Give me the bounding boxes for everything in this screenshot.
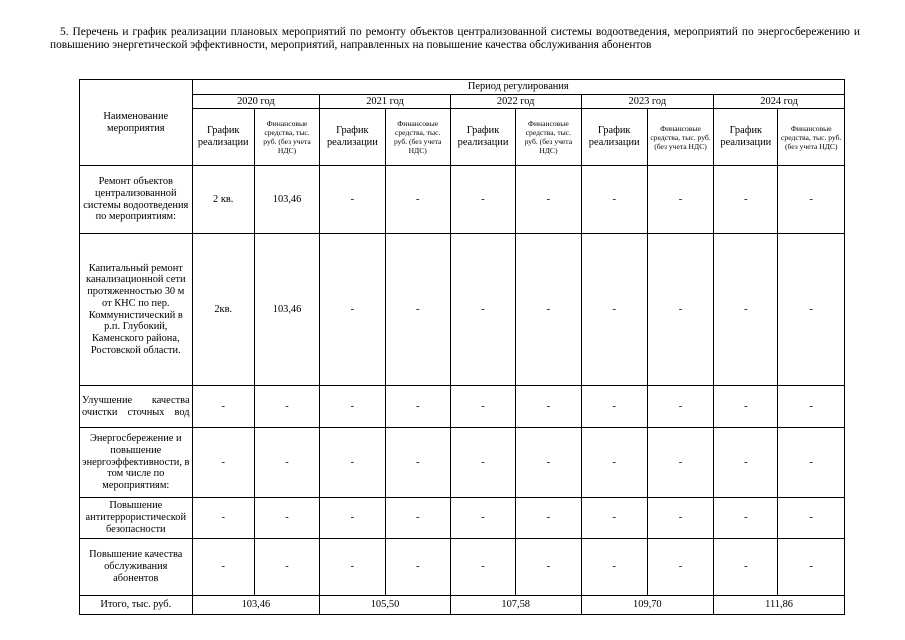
table-cell: -: [647, 386, 713, 428]
table-cell: -: [385, 386, 450, 428]
table-cell: -: [647, 166, 713, 234]
table-cell: -: [516, 166, 581, 234]
column-header-name: Наименование мероприятия: [80, 80, 193, 166]
finance-header: Финансовые средства, тыс. руб. (без учета НДС): [254, 109, 319, 166]
table-cell: 103,46: [254, 234, 319, 386]
section-heading-text: 5. Перечень и график реализации плановых мероприятий по ремонту объектов централизованной системы водоотведения, мероприятий по энергосбережению и повышению энергетической эффективности, мероприятий, направленных на повышение качества обслуживания абонентов: [50, 26, 860, 51]
table-cell: -: [714, 539, 778, 596]
table-cell: -: [254, 498, 319, 539]
finance-header: Финансовые средства, тыс. руб. (без учета НДС): [516, 109, 581, 166]
table-cell: -: [647, 498, 713, 539]
table-cell: -: [778, 498, 845, 539]
table-cell: -: [385, 428, 450, 498]
schedule-header: График реализации: [320, 109, 385, 166]
year-header: 2021 год: [320, 95, 451, 109]
table-cell: -: [714, 498, 778, 539]
table-cell: -: [450, 498, 515, 539]
table-cell: -: [320, 428, 385, 498]
table-cell: -: [581, 166, 647, 234]
table-cell: -: [778, 539, 845, 596]
finance-header: Финансовые средства, тыс. руб. (без учета НДС): [647, 109, 713, 166]
row-name: Ремонт объектов централизованной системы водоотведения по мероприятиям:: [80, 166, 193, 234]
table-cell: 2 кв.: [192, 166, 254, 234]
table-row: [80, 428, 845, 498]
table-cell: -: [450, 386, 515, 428]
table-row: [80, 498, 845, 539]
table-header-row-years: [80, 95, 845, 109]
row-name: Капитальный ремонт канализационной сети протяженностью 30 м от КНС по пер. Коммунистический в р.п. Глубокий, Каменского района, Ростовской области.: [80, 234, 193, 386]
table-cell: -: [647, 234, 713, 386]
table-cell: -: [581, 386, 647, 428]
schedule-header: График реализации: [581, 109, 647, 166]
table-cell: -: [581, 428, 647, 498]
total-value: 109,70: [581, 596, 714, 615]
total-value: 111,86: [714, 596, 845, 615]
total-value: 105,50: [320, 596, 451, 615]
table-cell: -: [647, 428, 713, 498]
table-cell: -: [714, 234, 778, 386]
table-header-row-period: [80, 80, 845, 95]
table-cell: -: [714, 386, 778, 428]
finance-header: Финансовые средства, тыс. руб. (без учета НДС): [778, 109, 845, 166]
year-header: 2022 год: [450, 95, 581, 109]
table-cell: 103,46: [254, 166, 319, 234]
table-cell: -: [192, 428, 254, 498]
schedule-header: График реализации: [450, 109, 515, 166]
table-row: [80, 234, 845, 386]
table-row: [80, 166, 845, 234]
table-cell: -: [450, 234, 515, 386]
total-row: [80, 596, 845, 615]
table-cell: 2кв.: [192, 234, 254, 386]
table-cell: -: [516, 428, 581, 498]
year-header: 2023 год: [581, 95, 714, 109]
table-cell: -: [385, 166, 450, 234]
schedule-header: График реализации: [192, 109, 254, 166]
table-cell: -: [714, 428, 778, 498]
table-cell: -: [320, 166, 385, 234]
column-header-period: Период регулирования: [192, 80, 844, 95]
finance-header: Финансовые средства, тыс. руб. (без учета НДС): [385, 109, 450, 166]
row-name: Улучшение качества очистки сточных вод: [80, 386, 193, 428]
table-cell: -: [192, 498, 254, 539]
table-cell: -: [581, 234, 647, 386]
table-cell: -: [254, 428, 319, 498]
table-cell: -: [714, 166, 778, 234]
table-cell: -: [320, 539, 385, 596]
table-cell: -: [778, 428, 845, 498]
row-name: Повышение качества обслуживания абонентов: [80, 539, 193, 596]
table-cell: -: [581, 539, 647, 596]
table-cell: -: [778, 234, 845, 386]
table-cell: -: [450, 539, 515, 596]
table-cell: -: [778, 166, 845, 234]
table-cell: -: [320, 498, 385, 539]
table-cell: -: [581, 498, 647, 539]
table-row: [80, 539, 845, 596]
table-row: [80, 386, 845, 428]
table-cell: -: [516, 234, 581, 386]
table-cell: -: [778, 386, 845, 428]
table-header-row-sub: [80, 109, 845, 166]
row-name: Повышение антитеррористической безопасности: [80, 498, 193, 539]
table-cell: -: [516, 539, 581, 596]
table-cell: -: [254, 539, 319, 596]
table-cell: -: [320, 386, 385, 428]
table-cell: -: [450, 166, 515, 234]
year-header: 2020 год: [192, 95, 320, 109]
total-value: 107,58: [450, 596, 581, 615]
table-cell: -: [516, 498, 581, 539]
table-cell: -: [254, 386, 319, 428]
table-cell: -: [320, 234, 385, 386]
table-cell: -: [516, 386, 581, 428]
total-value: 103,46: [192, 596, 320, 615]
table-cell: -: [385, 498, 450, 539]
total-label: Итого, тыс. руб.: [80, 596, 193, 615]
row-name: Энергосбережение и повышение энергоэффективности, в том числе по мероприятиям:: [80, 428, 193, 498]
table-cell: -: [647, 539, 713, 596]
table-cell: -: [192, 539, 254, 596]
table-cell: -: [385, 234, 450, 386]
plan-table: [79, 79, 845, 615]
table-cell: -: [450, 428, 515, 498]
year-header: 2024 год: [714, 95, 845, 109]
section-heading: [50, 26, 860, 51]
table-cell: -: [192, 386, 254, 428]
schedule-header: График реализации: [714, 109, 778, 166]
table-cell: -: [385, 539, 450, 596]
